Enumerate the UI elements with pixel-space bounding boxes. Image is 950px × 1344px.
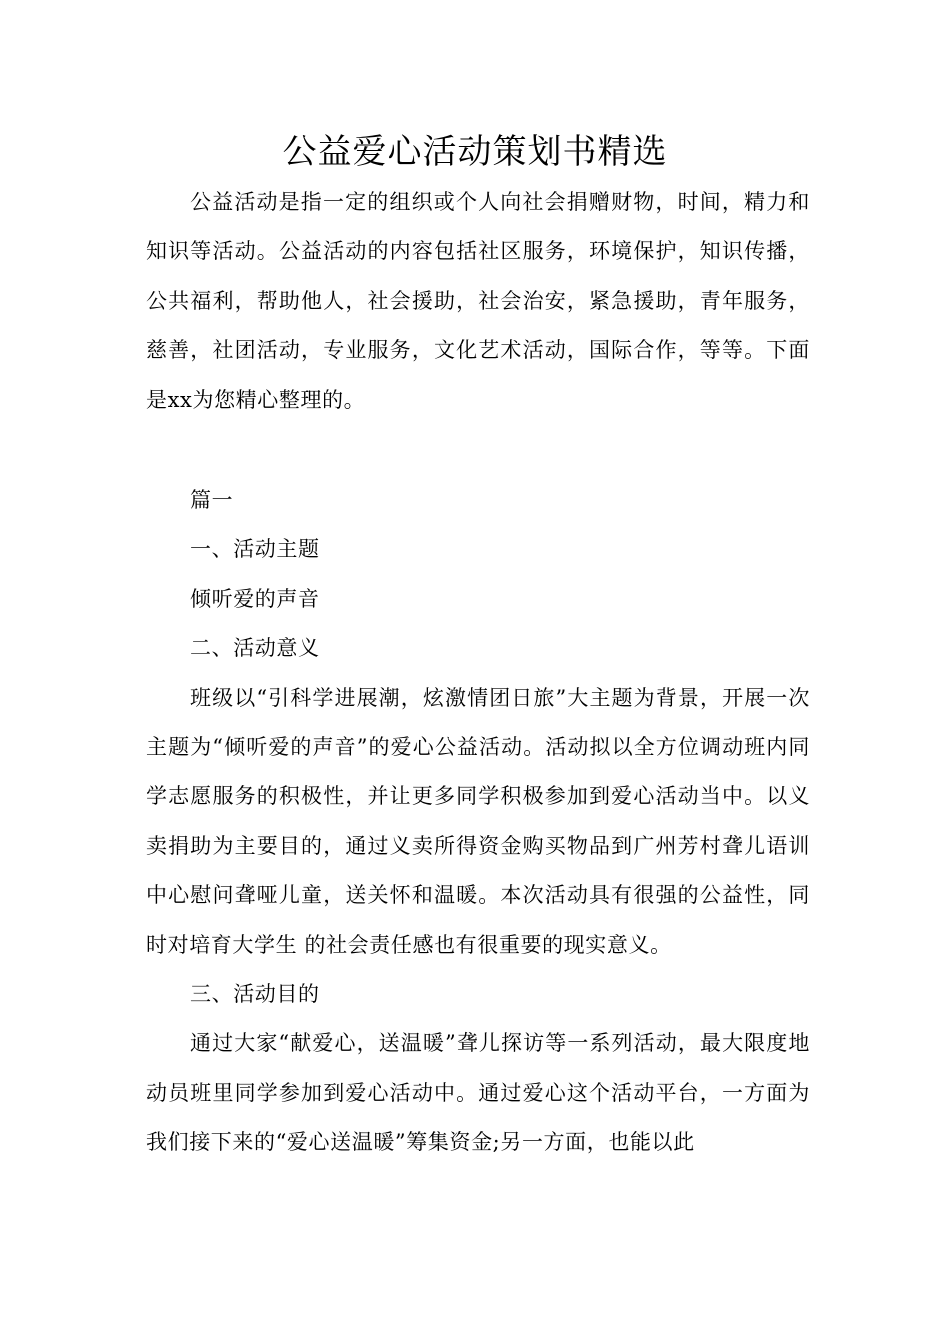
purpose-paragraph: 通过大家“献爱心，送温暖”聋儿探访等一系列活动，最大限度地动员班里同学参加到爱心活动中。通过爱心这个活动平台，一方面为我们接下来的“爱心送温暖”筹集资金;另一方面，也能以此: [146, 1031, 810, 1155]
heading-activity-significance: 二、活动意义: [190, 636, 320, 661]
section-label: 篇一: [190, 488, 234, 512]
significance-paragraph: 班级以“引科学进展潮，炫激情团日旅”大主题为背景，开展一次主题为“倾听爱的声音”的爱心公益活动。活动拟以全方位调动班内同学志愿服务的积极性，并让更多同学积极参加到爱心活动当中。以义卖捐助为主要目的，通过义卖所得资金购买物品到广州芳村聋儿语训中心慰问聋哑儿童，送关怀和温暖。本次活动具有很强的公益性，同时对培育大学生 的社会责任感也有很重要的现实意义。: [146, 685, 810, 957]
intro-section: [146, 178, 810, 425]
intro-paragraph: 公益活动是指一定的组织或个人向社会捐赠财物，时间，精力和知识等活动。公益活动的内容包括社区服务，环境保护，知识传播，公共福利，帮助他人，社会援助，社会治安，紧急援助，青年服务，慈善，社团活动，专业服务，文化艺术活动，国际合作，等等。下面是xx为您精心整理的。: [146, 190, 810, 412]
document-title: 公益爱心活动策划书精选: [282, 132, 668, 172]
theme-paragraph: 倾听爱的声音: [190, 586, 320, 611]
heading-activity-purpose: 三、活动目的: [190, 982, 320, 1007]
main-section: [146, 476, 810, 1168]
heading-activity-theme: 一、活动主题: [190, 537, 320, 562]
